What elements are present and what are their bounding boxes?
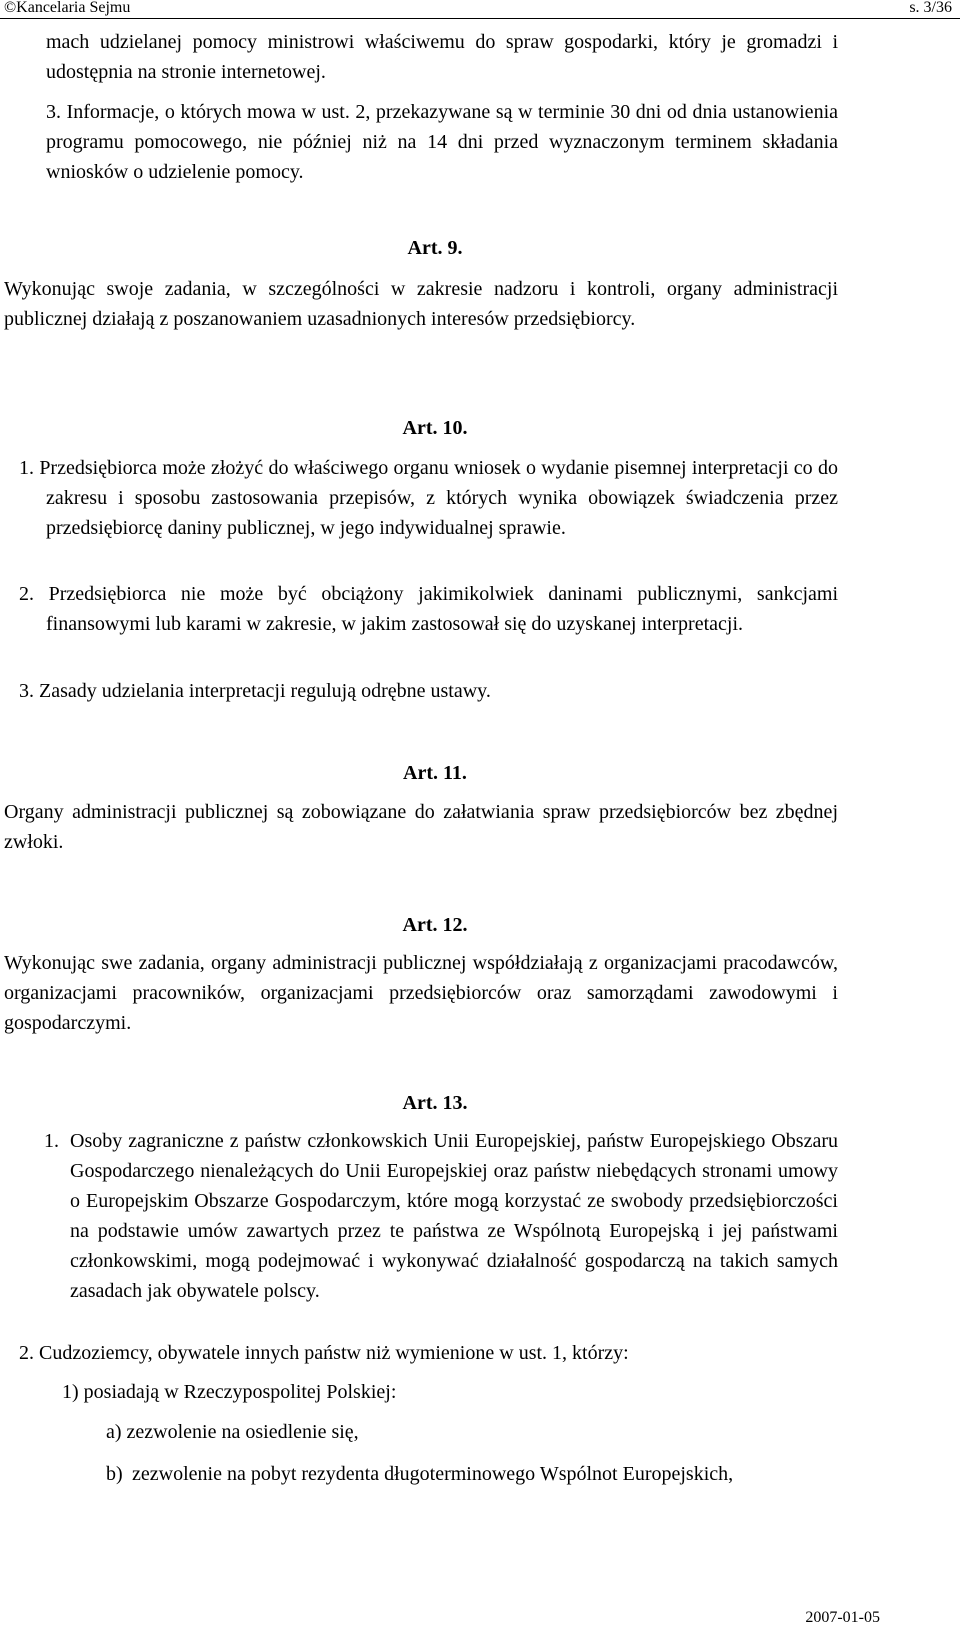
article-12-heading: Art. 12. [402, 914, 468, 936]
header-rule [0, 18, 960, 19]
article-10-paragraph-3: 3. Zasady udzielania interpretacji regulują odrębne ustawy. [19, 680, 491, 702]
article-11-heading: Art. 11. [403, 762, 467, 784]
letter-b-text: zezwolenie na pobyt rezydenta długoterminowego Wspólnot Europejskich, [132, 1463, 734, 1485]
continuation-paragraph: mach udzielanej pomocy ministrowi właściwemu do spraw gospodarki, który je gromadzi i udostępnia na stronie internetowej. [46, 31, 838, 83]
letter-b-marker: b) [106, 1463, 123, 1485]
page-number: s. 3/36 [909, 0, 952, 16]
article-10-paragraph-2: 2. Przedsiębiorca nie może być obciążony jakimikolwiek daninami publicznymi, sankcjami finansowymi lub karami w zakresie, w jakim zastosował się do uzyskanej interpretacji. [19, 583, 838, 635]
document-date: 2007-01-05 [805, 1609, 880, 1626]
article-13-paragraph-1 [44, 1126, 838, 1306]
article-10-heading: Art. 10. [402, 417, 468, 439]
article-13-heading: Art. 13. [402, 1092, 468, 1114]
paragraph-text: Osoby zagraniczne z państw członkowskich Unii Europejskiej, państw Europejskiego Obszaru Gospodarczego nienależących do Unii Europejskiej oraz państw niebędących stronami umowy o Europejskim Obszarze Gospodarczym, które mogą korzystać ze swobody przedsiębiorczości na podstawie umów zawartych przez te państwa ze Wspólnotą Europejską i jej państwami członkowskimi, mogą podejmować i wykonywać działalność gospodarczą na takich samych zasadach jak obywatele polscy. [70, 1130, 838, 1302]
article-11-text: Organy administracji publicznej są zobowiązane do załatwiania spraw przedsiębiorców bez zbędnej zwłoki. [4, 801, 838, 853]
letter-a: a) zezwolenie na osiedlenie się, [106, 1421, 359, 1443]
article-10-paragraph-1: 1. Przedsiębiorca może złożyć do właściwego organu wniosek o wydanie pisemnej interpretacji co do zakresu i sposobu zastosowania przepisów, z których wynika obowiązek świadczenia przez przedsiębiorcę daniny publicznej, w jego indywidualnej sprawie. [19, 457, 838, 539]
copyright-header: ©Kancelaria Sejmu [4, 0, 131, 16]
paragraph-3: 3. Informacje, o których mowa w ust. 2, przekazywane są w terminie 30 dni od dnia ustanowienia programu pomocowego, nie później niż na 14 dni przed wyznaczonym terminem składania wniosków o udzielenie pomocy. [46, 101, 838, 183]
article-9-text: Wykonując swoje zadania, w szczególności w zakresie nadzoru i kontroli, organy administracji publicznej działają z poszanowaniem uzasadnionych interesów przedsiębiorcy. [4, 278, 838, 330]
article-12-text: Wykonując swe zadania, organy administracji publicznej współdziałają z organizacjami pracodawców, organizacjami pracowników, organizacjami przedsiębiorców oraz samorządami zawodowymi i gospodarczymi. [4, 952, 838, 1034]
letter-b [106, 1459, 838, 1489]
article-9-heading: Art. 9. [407, 237, 463, 259]
article-13-paragraph-2: 2. Cudzoziemcy, obywatele innych państw niż wymienione w ust. 1, którzy: [19, 1342, 629, 1364]
point-1: 1) posiadają w Rzeczypospolitej Polskiej: [62, 1381, 397, 1403]
paragraph-number: 1. [44, 1130, 59, 1152]
